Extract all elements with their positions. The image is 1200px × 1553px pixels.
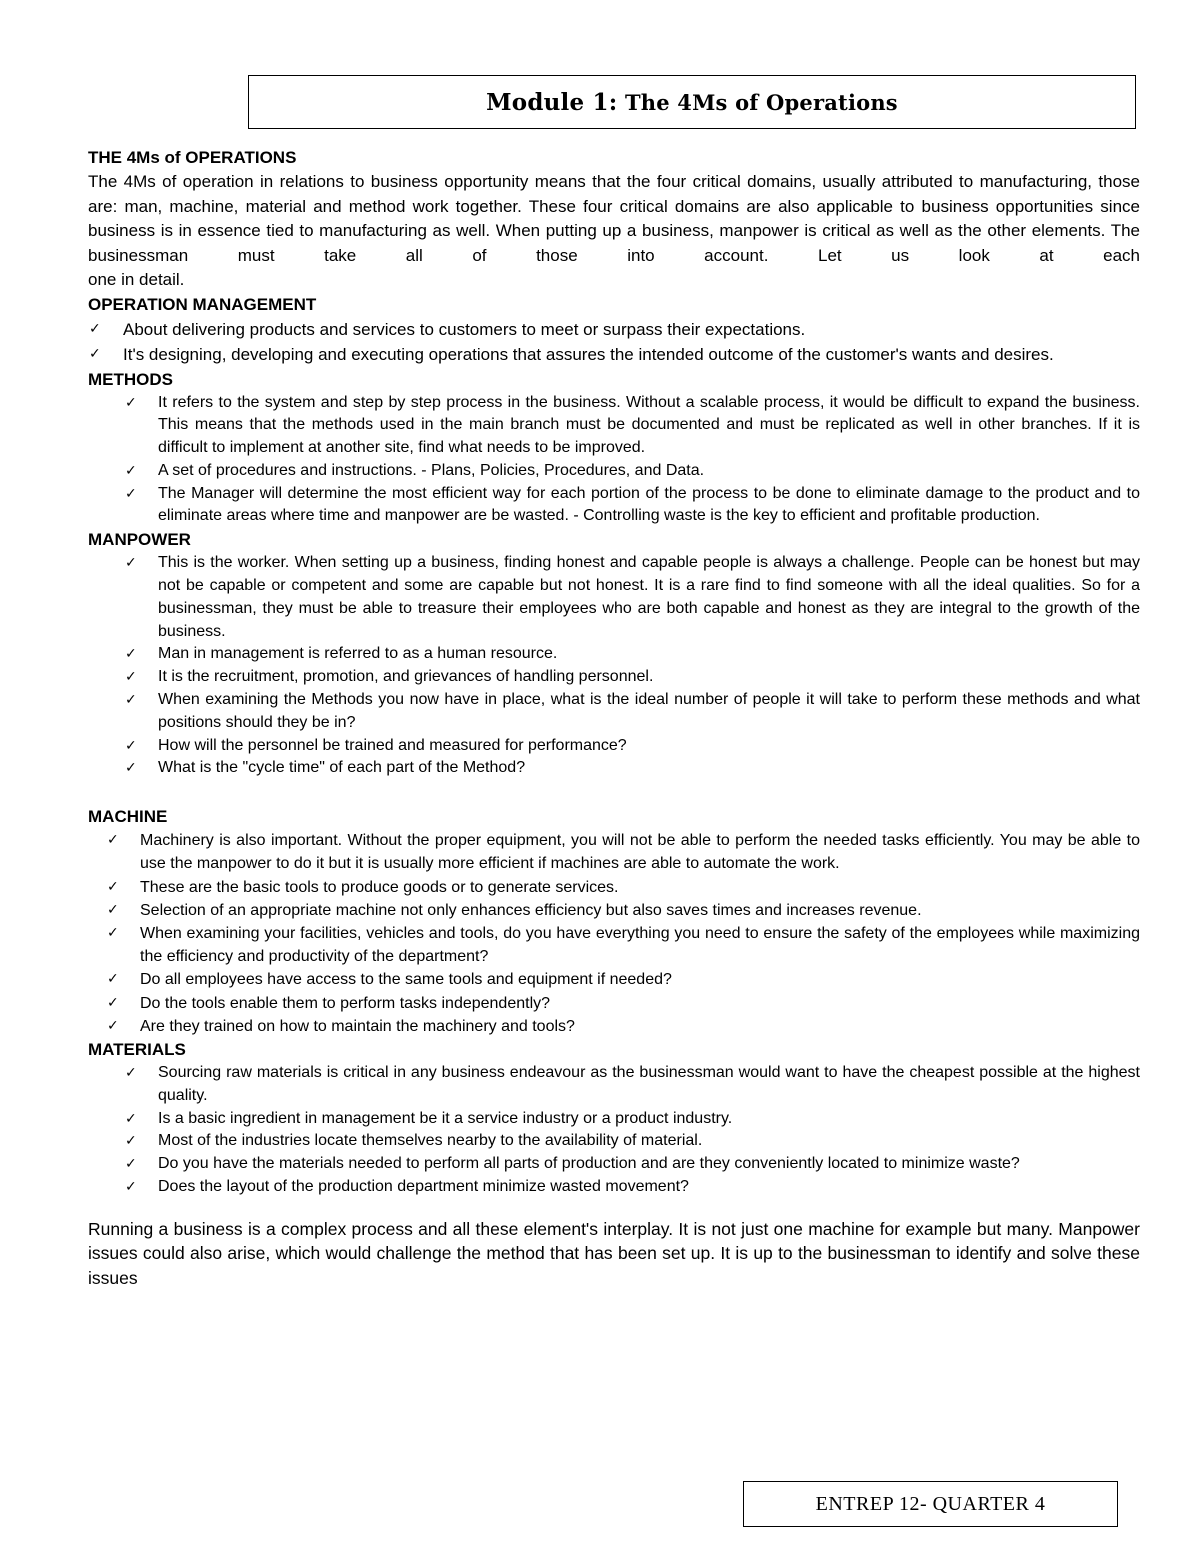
checkmark-icon: ✓ <box>125 760 137 777</box>
list-item: ✓ Machinery is also important. Without the proper equipment, you will not be able to perform the needed tasks efficiently. You may be able to use the manpower to do it but it is usually more efficient if machines are able to automate the work. <box>88 829 1140 875</box>
list-item: ✓ Sourcing raw materials is critical in any business endeavour as the businessman would want to have the cheapest possible at the highest quality. <box>125 1064 1140 1104</box>
list-item: ✓ Is a basic ingredient in management be it a service industry or a product industry. <box>88 1108 1140 1131</box>
checkmark-icon: ✓ <box>125 485 137 502</box>
checkmark-icon: ✓ <box>107 832 119 849</box>
intro-paragraph: The 4Ms of operation in relations to business opportunity means that the four critical domains, usually attributed to manufacturing, those are: man, machine, material and method work together. These four critical domains are also applicable to business opportunities since business is in essence tied to manufacturing as well. When putting up a business, manpower is critical as well as the other elements. The businessman must take all of those into account. Let us look at each <box>88 172 1140 265</box>
spacer <box>88 1199 1140 1217</box>
section-heading-machine: MACHINE <box>88 807 168 827</box>
checkmark-icon: ✓ <box>125 1065 137 1082</box>
checkmark-icon: ✓ <box>125 737 137 754</box>
section-heading-materials: MATERIALS <box>88 1040 186 1060</box>
list-item: ✓ Are they trained on how to maintain the machinery and tools? <box>88 1015 1140 1038</box>
list-item: ✓ Man in management is referred to as a human resource. <box>88 643 1140 666</box>
methods-list <box>88 392 1140 529</box>
list-item: ✓ It is the recruitment, promotion, and grievances of handling personnel. <box>88 666 1140 689</box>
section-heading-4ms: THE 4Ms of OPERATIONS <box>88 148 297 167</box>
list-item: ✓ A set of procedures and instructions. - Plans, Policies, Procedures, and Data. <box>88 460 1140 483</box>
closing-paragraph: Running a business is a complex process and all these element's interplay. It is not just one machine for example but many. Manpower issues could also arise, which would challenge the method that has been set up. It is up to the businessman to identify and solve these issues <box>88 1218 1140 1288</box>
list-item: ✓ What is the "cycle time" of each part of the Method? <box>88 757 1140 780</box>
list-item: ✓ How will the personnel be trained and measured for performance? <box>88 735 1140 758</box>
manpower-list <box>88 552 1140 780</box>
section-heading-operation-management: OPERATION MANAGEMENT <box>88 294 317 314</box>
section-heading-manpower: MANPOWER <box>88 530 191 550</box>
checkmark-icon: ✓ <box>107 971 119 988</box>
materials-list <box>88 1062 1140 1199</box>
list-item: ✓ Does the layout of the production department minimize wasted movement? <box>88 1176 1140 1199</box>
checkmark-icon: ✓ <box>89 346 101 362</box>
footer-label-box <box>743 1481 1118 1527</box>
list-item: ✓ Do you have the materials needed to perform all parts of production and are they conveniently located to minimize waste? <box>88 1153 1140 1176</box>
list-item: ✓ This is the worker. When setting up a business, finding honest and capable people is always a challenge. People can be honest but may not be capable or competent and some are capable but not honest. It is a rare find to find someone with all the ideal qualities. So for a businessman, they must be able to treasure their employees who are both capable and honest as they are integral to the growth of the business. <box>125 554 1140 640</box>
list-item: ✓ It's designing, developing and executing operations that assures the intended outcome of the customer's wants and desires. <box>88 342 1140 368</box>
list-item: ✓ Do all employees have access to the same tools and equipment if needed? <box>88 968 1140 991</box>
module-title <box>486 89 898 116</box>
intro-paragraph-tail: one in detail. <box>88 270 185 289</box>
list-item: ✓ The Manager will determine the most efficient way for each portion of the process to be done to eliminate damage to the product and to eliminate areas where time and manpower are be wasted. - Controlling waste is the key to efficient and profitable production. <box>125 484 1140 525</box>
list-item: ✓ When examining the Methods you now have in place, what is the ideal number of people it will take to perform these methods and what positions should they be in? <box>125 691 1140 731</box>
checkmark-icon: ✓ <box>107 1017 119 1034</box>
checkmark-icon: ✓ <box>125 692 137 709</box>
list-item: ✓ Do the tools enable them to perform tasks independently? <box>88 992 1140 1015</box>
checkmark-icon: ✓ <box>89 320 101 337</box>
checkmark-icon: ✓ <box>125 1156 137 1173</box>
checkmark-icon: ✓ <box>125 462 137 479</box>
spacer <box>88 780 1140 805</box>
checkmark-icon: ✓ <box>125 1133 137 1150</box>
checkmark-icon: ✓ <box>107 925 119 942</box>
machine-list <box>88 829 1140 1038</box>
list-item: ✓ It refers to the system and step by step process in the business. Without a scalable process, it would be difficult to expand the business. This means that the methods used in the main branch must be documented and must be replicated as well in other branches. If it is difficult to implement at another site, find what needs to be improved. <box>125 393 1140 457</box>
list-item: ✓ About delivering products and services to customers to meet or surpass their expectations. <box>88 317 1140 343</box>
checkmark-icon: ✓ <box>125 555 137 572</box>
checkmark-icon: ✓ <box>107 878 119 895</box>
document-body <box>88 146 1140 1290</box>
list-item: ✓ When examining your facilities, vehicles and tools, do you have everything you need to ensure the safety of the employees while maximizing the efficiency and productivity of the department? <box>88 922 1140 968</box>
checkmark-icon: ✓ <box>125 1110 137 1127</box>
module-title-box <box>248 75 1136 129</box>
list-item: ✓ Most of the industries locate themselves nearby to the availability of material. <box>88 1130 1140 1153</box>
checkmark-icon: ✓ <box>125 1179 137 1196</box>
checkmark-icon: ✓ <box>107 994 119 1011</box>
module-title-prefix: Module 1: <box>486 88 618 116</box>
footer-label: ENTREP 12- QUARTER 4 <box>815 1492 1046 1515</box>
operation-management-list <box>88 317 1140 368</box>
checkmark-icon: ✓ <box>125 646 137 663</box>
list-item: ✓ Selection of an appropriate machine not only enhances efficiency but also saves times and increases revenue. <box>88 899 1140 922</box>
checkmark-icon: ✓ <box>107 901 119 918</box>
checkmark-icon: ✓ <box>125 669 137 686</box>
section-heading-methods: METHODS <box>88 369 173 389</box>
checkmark-icon: ✓ <box>125 394 137 411</box>
module-title-rest: The 4Ms of Operations <box>624 89 898 115</box>
list-item: ✓ These are the basic tools to produce goods or to generate services. <box>88 876 1140 899</box>
